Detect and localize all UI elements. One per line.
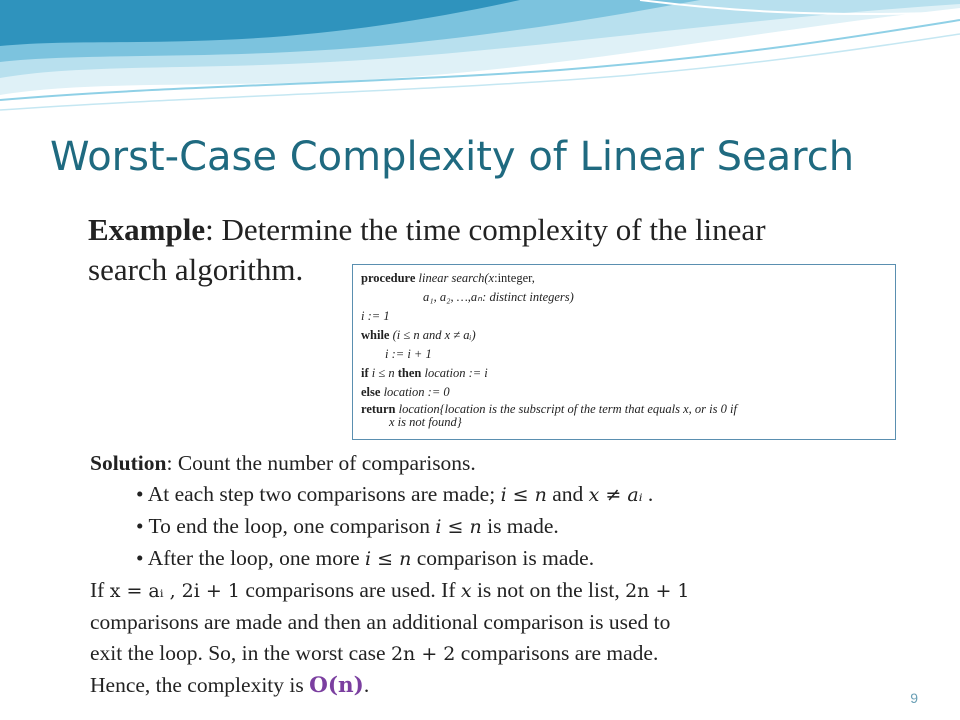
- math-expression: i ≤ n: [365, 548, 412, 570]
- solution-line: [90, 670, 920, 701]
- math-expression: 2n + 1: [625, 580, 690, 602]
- math-expression: x = aᵢ , 2i + 1: [109, 580, 240, 602]
- algo-line-params: [361, 288, 887, 307]
- algo-text: i := i + 1: [385, 347, 432, 361]
- page-number: 9: [910, 690, 918, 706]
- header-wave-decoration: [0, 0, 960, 140]
- math-expression: i ≤ n: [435, 516, 482, 538]
- solution-text: comparisons are used. If: [239, 578, 461, 602]
- algo-text: location := 0: [380, 385, 450, 399]
- algo-text: (i ≤ n and x ≠ aᵢ): [389, 328, 476, 342]
- algo-text: x: [488, 271, 495, 285]
- solution-text: comparisons are made.: [455, 641, 659, 665]
- solution-text: Hence, the complexity is: [90, 673, 310, 697]
- solution-text: • At each step two comparisons are made;: [136, 482, 501, 506]
- solution-text: : Count the number of comparisons.: [166, 451, 476, 475]
- algo-keyword: else: [361, 385, 381, 399]
- solution-text: exit the loop. So, in the worst case: [90, 641, 391, 665]
- algo-line-return-cont: [361, 416, 887, 429]
- algo-keyword: procedure: [361, 271, 416, 285]
- example-line-1: [88, 210, 918, 250]
- solution-text: If: [90, 578, 110, 602]
- algo-text: x is not found}: [389, 415, 462, 429]
- solution-line: [90, 607, 920, 638]
- solution-text: is made.: [481, 514, 559, 538]
- solution-lead: Solution: [90, 451, 167, 475]
- algo-text: linear search(: [415, 271, 489, 285]
- solution-text: comparison is made.: [411, 546, 595, 570]
- algo-line-increment: [361, 345, 887, 364]
- solution-text: .: [363, 673, 370, 697]
- algo-text: i ≤ n: [368, 366, 398, 380]
- algo-line-else: [361, 383, 887, 402]
- slide-title: Worst-Case Complexity of Linear Search: [50, 134, 855, 180]
- algo-keyword: then: [397, 366, 422, 380]
- solution-bullet: [90, 479, 920, 511]
- algo-line-return: [361, 402, 887, 416]
- solution-block: [90, 448, 920, 701]
- algo-keyword: if: [361, 366, 369, 380]
- solution-text: comparisons are made and then an additional comparison is used to: [90, 610, 671, 634]
- algorithm-box: [352, 264, 896, 440]
- example-text-1: : Determine the time complexity of the linear: [205, 212, 766, 247]
- solution-text: • After the loop, one more: [136, 546, 366, 570]
- math-expression: 2n + 2: [390, 643, 456, 665]
- solution-text: • To end the loop, one comparison: [136, 514, 436, 538]
- solution-text: is not on the list,: [471, 578, 626, 602]
- algo-text: i := 1: [361, 309, 390, 323]
- solution-intro: [90, 448, 920, 479]
- algo-text: location := i: [421, 366, 488, 380]
- solution-bullet: [90, 511, 920, 543]
- algo-line-while: [361, 326, 887, 345]
- example-lead: Example: [88, 212, 206, 247]
- algo-line-if: [361, 364, 887, 383]
- solution-text: and: [546, 482, 589, 506]
- example-text-2: search algorithm.: [88, 252, 304, 287]
- math-expression: x: [460, 580, 472, 602]
- algo-line-init: [361, 307, 887, 326]
- solution-bullet: [90, 543, 920, 575]
- math-expression: x ≠ aᵢ: [588, 484, 643, 506]
- algo-keyword: return: [361, 402, 396, 416]
- algo-text: a₁, a₂, …,aₙ: distinct integers): [423, 290, 574, 304]
- complexity-result: O(n): [309, 673, 364, 698]
- algo-keyword: while: [361, 328, 390, 342]
- math-expression: i ≤ n: [500, 484, 547, 506]
- solution-line: [90, 638, 920, 670]
- solution-text: .: [642, 482, 654, 506]
- algo-line-procedure: [361, 269, 887, 288]
- algo-text: :integer,: [494, 271, 535, 285]
- algo-text: location{location is the subscript of the term that equals x, or is 0 if: [395, 402, 737, 416]
- solution-line: [90, 575, 920, 607]
